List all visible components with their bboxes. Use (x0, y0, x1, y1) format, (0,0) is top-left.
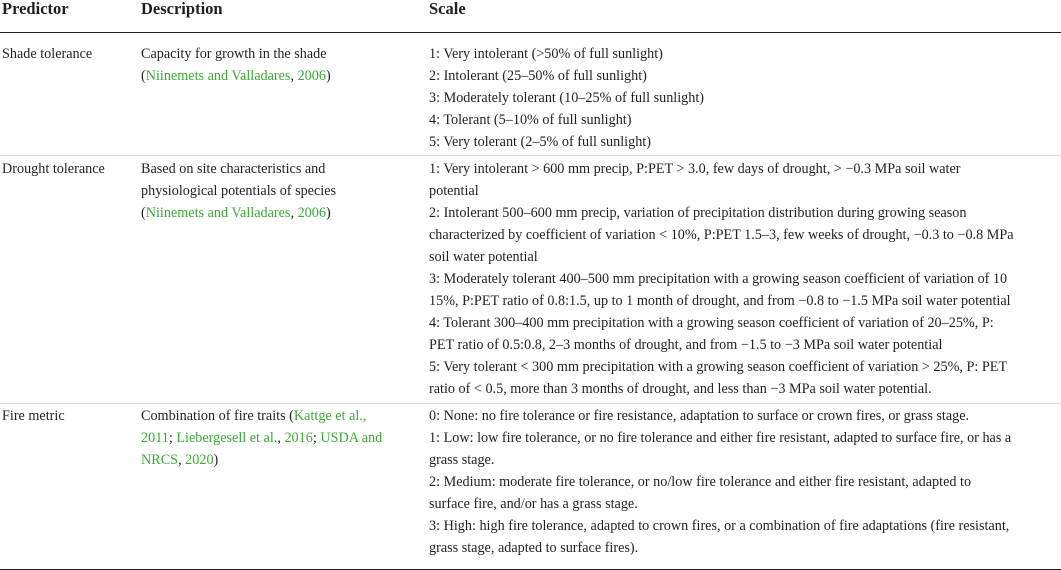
row-divider (0, 403, 1061, 404)
scale-line: 5: Very tolerant (2–5% of full sunlight) (429, 134, 651, 150)
header-predictor: Predictor (2, 0, 69, 18)
citation-link[interactable]: Niinemets and Valladares (145, 68, 291, 84)
predictor-shade-tolerance: Shade tolerance (2, 46, 93, 62)
row-divider (0, 155, 1061, 156)
scale-line: 1: Very intolerant (>50% of full sunlight) (429, 46, 663, 62)
paren-open: ( (141, 68, 146, 84)
predictor-drought-tolerance: Drought tolerance (2, 161, 105, 177)
description-line: physiological potentials of species (141, 183, 337, 199)
citation-separator: , (178, 452, 186, 468)
description-line (141, 427, 382, 449)
scale-line: grass stage, adapted to surface fires). (429, 540, 639, 556)
scale-drought-tolerance (429, 158, 1014, 400)
description-line: Based on site characteristics and (141, 161, 326, 177)
scale-line: 4: Tolerant (5–10% of full sunlight) (429, 112, 632, 128)
scale-line: surface fire, and/or has a grass stage. (429, 496, 638, 512)
citation-separator: ; (312, 430, 321, 446)
citation-link[interactable]: Liebergesell et al. (176, 430, 278, 446)
description-text: Combination of fire traits ( (141, 408, 294, 424)
header-description: Description (141, 0, 223, 18)
scale-line: 4: Tolerant 300–400 mm precipitation with a growing season coefficient of variation of 20–25%, P: (429, 315, 994, 331)
paren-close: ) (325, 205, 331, 221)
scale-line: 2: Intolerant 500–600 mm precip, variation of precipitation distribution during growing season (429, 205, 967, 221)
scale-line: grass stage. (429, 452, 495, 468)
citation-year-link[interactable]: 2016 (284, 430, 313, 446)
citation-year-link[interactable]: 2006 (297, 68, 326, 84)
scale-line: 3: High: high fire tolerance, adapted to crown fires, or a combination of fire adaptations (fire resistant, (429, 518, 1010, 534)
scale-line: potential (429, 183, 479, 199)
citation-separator: , (290, 68, 298, 84)
table-header (0, 0, 1061, 33)
description-citation (141, 202, 336, 224)
description-line (141, 405, 382, 427)
scale-fire-metric (429, 405, 1011, 559)
scale-shade-tolerance (429, 43, 704, 153)
scale-line: PET ratio of 0.5:0.8, 2–3 months of drought, and from −1.5 to −3 MPa soil water potential (429, 337, 943, 353)
citation-year-link[interactable]: 2006 (297, 205, 326, 221)
citation-year-link[interactable]: 2011 (141, 430, 169, 446)
description-line (141, 449, 382, 471)
scale-line: characterized by coefficient of variation < 10%, P:PET 1.5–3, few weeks of drought, −0.3 to −0.8 MPa (429, 227, 1014, 243)
citation-separator: , (277, 430, 285, 446)
scale-line: 1: Very intolerant > 600 mm precip, P:PET > 3.0, few days of drought, > −0.3 MPa soil water (429, 161, 961, 177)
paren-close: ) (213, 452, 219, 468)
scale-line: 3: Moderately tolerant 400–500 mm precipitation with a growing season coefficient of variation of 10 (429, 271, 1008, 287)
citation-separator: ; (168, 430, 177, 446)
scale-line: 15%, P:PET ratio of 0.8:1.5, up to 1 month of drought, and from −0.8 to −1.5 MPa soil water potential (429, 293, 1011, 309)
scale-line: soil water potential (429, 249, 538, 265)
scale-line: 2: Medium: moderate fire tolerance, or no/low fire tolerance and either fire resistant, adapted to (429, 474, 972, 490)
citation-link[interactable]: USDA and (320, 430, 383, 446)
citation-link[interactable]: Niinemets and Valladares (145, 205, 291, 221)
scale-line: 3: Moderately tolerant (10–25% of full sunlight) (429, 90, 705, 106)
citation-year-link[interactable]: 2020 (185, 452, 214, 468)
description-citation (141, 65, 331, 87)
scale-line: 1: Low: low fire tolerance, or no fire tolerance and either fire resistant, adapted to surface fire, or has a (429, 430, 1012, 446)
header-scale: Scale (429, 0, 466, 18)
scale-line: 5: Very tolerant < 300 mm precipitation with a growing season coefficient of variation > 25%, P: PET (429, 359, 1008, 375)
citation-separator: , (290, 205, 298, 221)
description-drought-tolerance (141, 158, 336, 224)
citation-link[interactable]: NRCS (141, 452, 179, 468)
description-fire-metric (141, 405, 382, 471)
paren-open: ( (141, 205, 146, 221)
description-shade-tolerance (141, 43, 331, 87)
description-text: Capacity for growth in the shade (141, 46, 327, 62)
scale-line: 0: None: no fire tolerance or fire resistance, adaptation to surface or crown fires, or grass stage. (429, 408, 970, 424)
scale-line: ratio of < 0.5, more than 3 months of drought, and less than −3 MPa soil water potential. (429, 381, 932, 397)
citation-link[interactable]: Kattge et al., (293, 408, 367, 424)
scale-line: 2: Intolerant (25–50% of full sunlight) (429, 68, 647, 84)
paren-close: ) (325, 68, 331, 84)
predictor-fire-metric: Fire metric (2, 408, 65, 424)
